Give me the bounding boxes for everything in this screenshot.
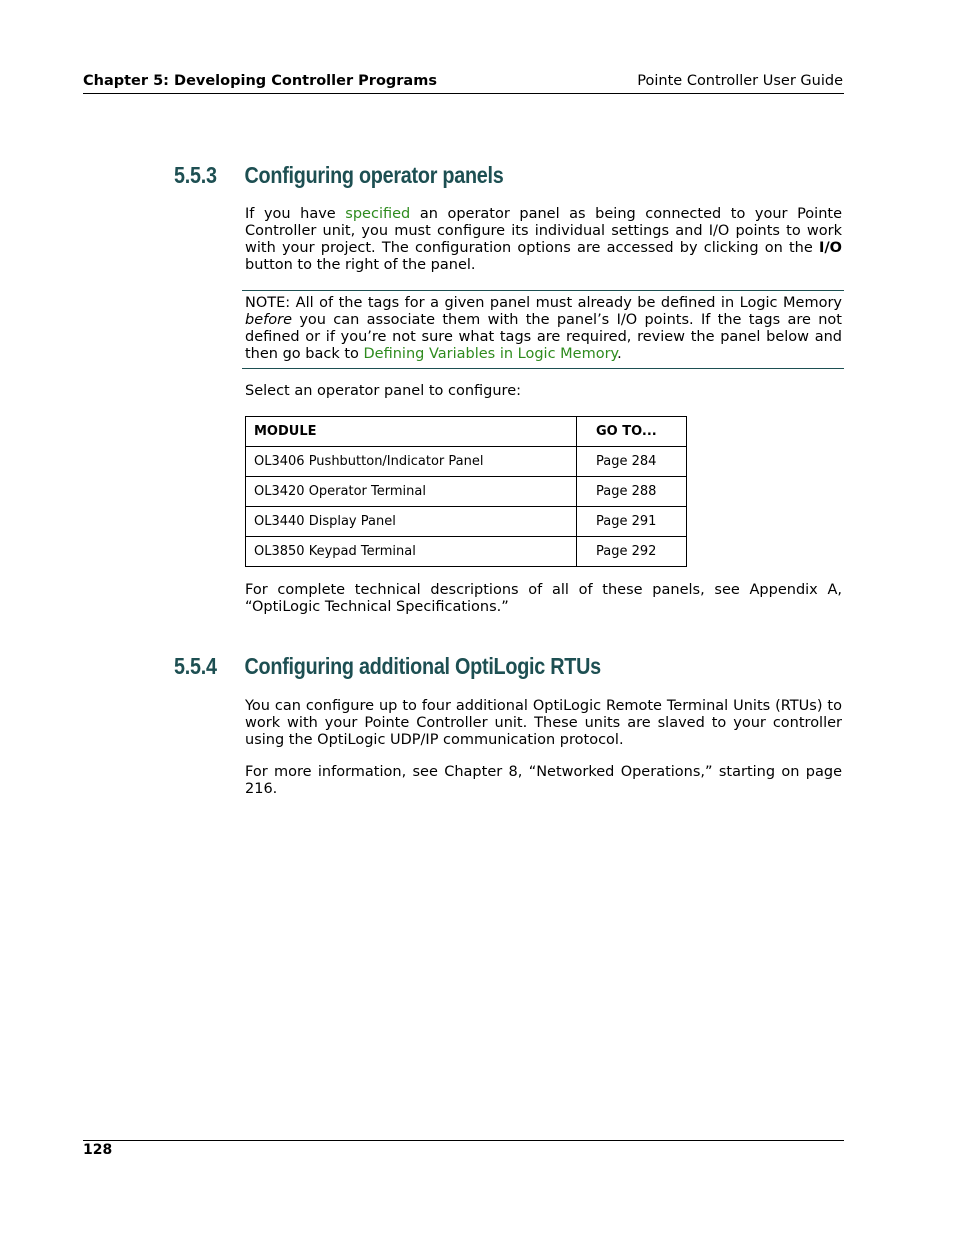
page-number: 128 xyxy=(83,1142,113,1158)
text-run: If you have xyxy=(245,206,346,222)
section-heading-5-5-3 xyxy=(174,162,504,189)
specified-link[interactable]: specified xyxy=(345,206,411,222)
text-run: . xyxy=(617,346,622,362)
text-run: an operator panel as being connected to your Pointe Controller unit, you must configure its individual settings and I/O points to work with your project. The configuration options are accessed by clicking on the xyxy=(245,206,842,256)
section-number: 5.5.4 xyxy=(174,653,217,679)
note-box xyxy=(242,290,844,369)
rtu-paragraph: You can configure up to four additional OptiLogic Remote Terminal Units (RTUs) to work with your Pointe Controller unit. These units are slaved to your controller using the OptiLogic UDP/IP communication protocol. xyxy=(245,698,842,748)
more-info-paragraph: For more information, see Chapter 8, “Networked Operations,” starting on page 216. xyxy=(245,764,842,797)
footer-rule xyxy=(83,1140,844,1141)
header-rule xyxy=(83,93,844,94)
defining-variables-link[interactable]: Defining Variables in Logic Memory xyxy=(363,346,618,362)
running-header-chapter: Chapter 5: Developing Controller Programs xyxy=(83,73,437,89)
header-module: MODULE xyxy=(246,417,577,447)
module-cell: OL3420 Operator Terminal xyxy=(246,477,577,507)
section-heading-5-5-4 xyxy=(174,653,601,680)
header-goto: GO TO... xyxy=(577,417,687,447)
page-link-cell[interactable]: Page 291 xyxy=(577,507,687,537)
section-title: Configuring additional OptiLogic RTUs xyxy=(244,653,601,679)
note-text xyxy=(245,295,842,363)
table-row xyxy=(246,507,687,537)
table-header-row xyxy=(246,417,687,447)
section-title: Configuring operator panels xyxy=(244,162,504,188)
table-row xyxy=(246,447,687,477)
select-panel-text: Select an operator panel to configure: xyxy=(245,383,522,399)
intro-paragraph xyxy=(245,206,842,274)
running-header-guide-title: Pointe Controller User Guide xyxy=(637,73,843,89)
section-number: 5.5.3 xyxy=(174,162,217,188)
page-link-cell[interactable]: Page 284 xyxy=(577,447,687,477)
text-run: NOTE: All of the tags for a given panel must already be defined in Logic Memory xyxy=(245,295,842,311)
table-row xyxy=(246,477,687,507)
operator-panel-table xyxy=(245,416,687,567)
page-link-cell[interactable]: Page 292 xyxy=(577,537,687,567)
module-cell: OL3440 Display Panel xyxy=(246,507,577,537)
module-cell: OL3850 Keypad Terminal xyxy=(246,537,577,567)
io-button-reference: I/O xyxy=(818,240,842,256)
technical-descriptions-paragraph: For complete technical descriptions of all of these panels, see Appendix A, “OptiLogic Technical Specifications.” xyxy=(245,582,842,615)
module-cell: OL3406 Pushbutton/Indicator Panel xyxy=(246,447,577,477)
page-link-cell[interactable]: Page 288 xyxy=(577,477,687,507)
text-run: you can associate them with the panel’s I/O points. If the tags are not defined or if you’re not sure what tags are required, review the panel below and then go back to xyxy=(245,312,842,362)
emphasis-text: before xyxy=(245,312,292,328)
table-row xyxy=(246,537,687,567)
text-run: button to the right of the panel. xyxy=(245,257,476,273)
